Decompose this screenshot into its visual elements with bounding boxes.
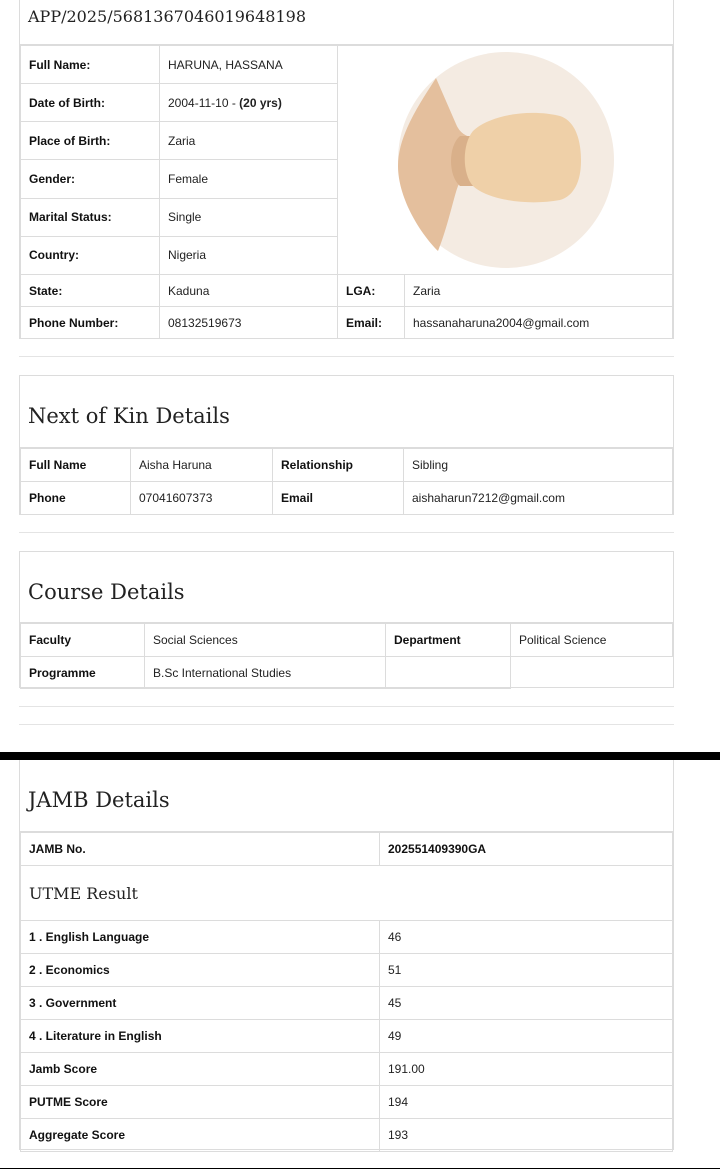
personal-details-table xyxy=(20,45,673,339)
kin-phone-value: 07041607373 xyxy=(131,482,273,515)
putme-score-value: 194 xyxy=(380,1086,673,1119)
phone-value: 08132519673 xyxy=(160,307,338,339)
country-label: Country: xyxy=(21,236,160,274)
utme-result-title: UTME Result xyxy=(21,866,673,921)
subject-score: 49 xyxy=(380,1020,673,1053)
gender-value: Female xyxy=(160,160,338,198)
subject-score: 45 xyxy=(380,987,673,1020)
subject-score: 51 xyxy=(380,954,673,987)
lga-label: LGA: xyxy=(338,275,405,307)
pob-label: Place of Birth: xyxy=(21,122,160,160)
empty-cell xyxy=(386,657,511,689)
pob-value: Zaria xyxy=(160,122,338,160)
jamb-score-label: Jamb Score xyxy=(21,1053,380,1086)
jamb-no-label: JAMB No. xyxy=(21,833,380,866)
jamb-table xyxy=(20,832,673,1152)
subject-label: 3 . Government xyxy=(21,987,380,1020)
divider xyxy=(19,532,674,533)
course-card xyxy=(19,551,674,688)
department-label: Department xyxy=(386,624,511,657)
full-name-label: Full Name: xyxy=(21,46,160,84)
dob-date: 2004-11-10 - xyxy=(168,95,240,110)
divider xyxy=(0,1168,720,1169)
faculty-value: Social Sciences xyxy=(145,624,386,657)
jamb-card xyxy=(19,760,674,1150)
marital-label: Marital Status: xyxy=(21,198,160,236)
subject-label: 2 . Economics xyxy=(21,954,380,987)
dob-label: Date of Birth: xyxy=(21,84,160,122)
jamb-no-value: 202551409390GA xyxy=(380,833,673,866)
course-title: Course Details xyxy=(20,552,673,623)
passport-photo-cell xyxy=(338,46,673,275)
gender-label: Gender: xyxy=(21,160,160,198)
email-value: hassanaharuna2004@gmail.com xyxy=(405,307,673,339)
kin-phone-label: Phone xyxy=(21,482,131,515)
putme-score-label: PUTME Score xyxy=(21,1086,380,1119)
dob-age: (20 yrs) xyxy=(239,95,282,110)
aggregate-score-label: Aggregate Score xyxy=(21,1119,380,1152)
lga-value: Zaria xyxy=(405,275,673,307)
course-table xyxy=(20,623,673,689)
personal-details-card xyxy=(19,0,674,339)
next-of-kin-card xyxy=(19,375,674,515)
kin-email-value: aishaharun7212@gmail.com xyxy=(404,482,673,515)
full-name-value: HARUNA, HASSANA xyxy=(160,46,338,84)
country-value: Nigeria xyxy=(160,236,338,274)
marital-value: Single xyxy=(160,198,338,236)
kin-email-label: Email xyxy=(273,482,404,515)
next-of-kin-table xyxy=(20,448,673,515)
divider xyxy=(19,356,674,357)
kin-relationship-label: Relationship xyxy=(273,449,404,482)
department-value: Political Science xyxy=(511,624,673,657)
application-id: APP/2025/5681367046019648198 xyxy=(20,0,673,45)
jamb-title: JAMB Details xyxy=(20,760,673,832)
programme-value: B.Sc International Studies xyxy=(145,657,386,689)
empty-cell xyxy=(511,657,673,689)
divider xyxy=(19,724,674,725)
subject-label: 4 . Literature in English xyxy=(21,1020,380,1053)
kin-relationship-value: Sibling xyxy=(404,449,673,482)
next-of-kin-title: Next of Kin Details xyxy=(20,376,673,448)
programme-label: Programme xyxy=(21,657,145,689)
faculty-label: Faculty xyxy=(21,624,145,657)
kin-name-label: Full Name xyxy=(21,449,131,482)
subject-label: 1 . English Language xyxy=(21,921,380,954)
state-value: Kaduna xyxy=(160,275,338,307)
avatar xyxy=(338,46,674,274)
divider xyxy=(19,706,674,707)
email-label: Email: xyxy=(338,307,405,339)
phone-label: Phone Number: xyxy=(21,307,160,339)
subject-score: 46 xyxy=(380,921,673,954)
kin-name-value: Aisha Haruna xyxy=(131,449,273,482)
dob-value xyxy=(160,84,338,122)
state-label: State: xyxy=(21,275,160,307)
page-break-bar xyxy=(0,752,720,760)
aggregate-score-value: 193 xyxy=(380,1119,673,1152)
jamb-score-value: 191.00 xyxy=(380,1053,673,1086)
